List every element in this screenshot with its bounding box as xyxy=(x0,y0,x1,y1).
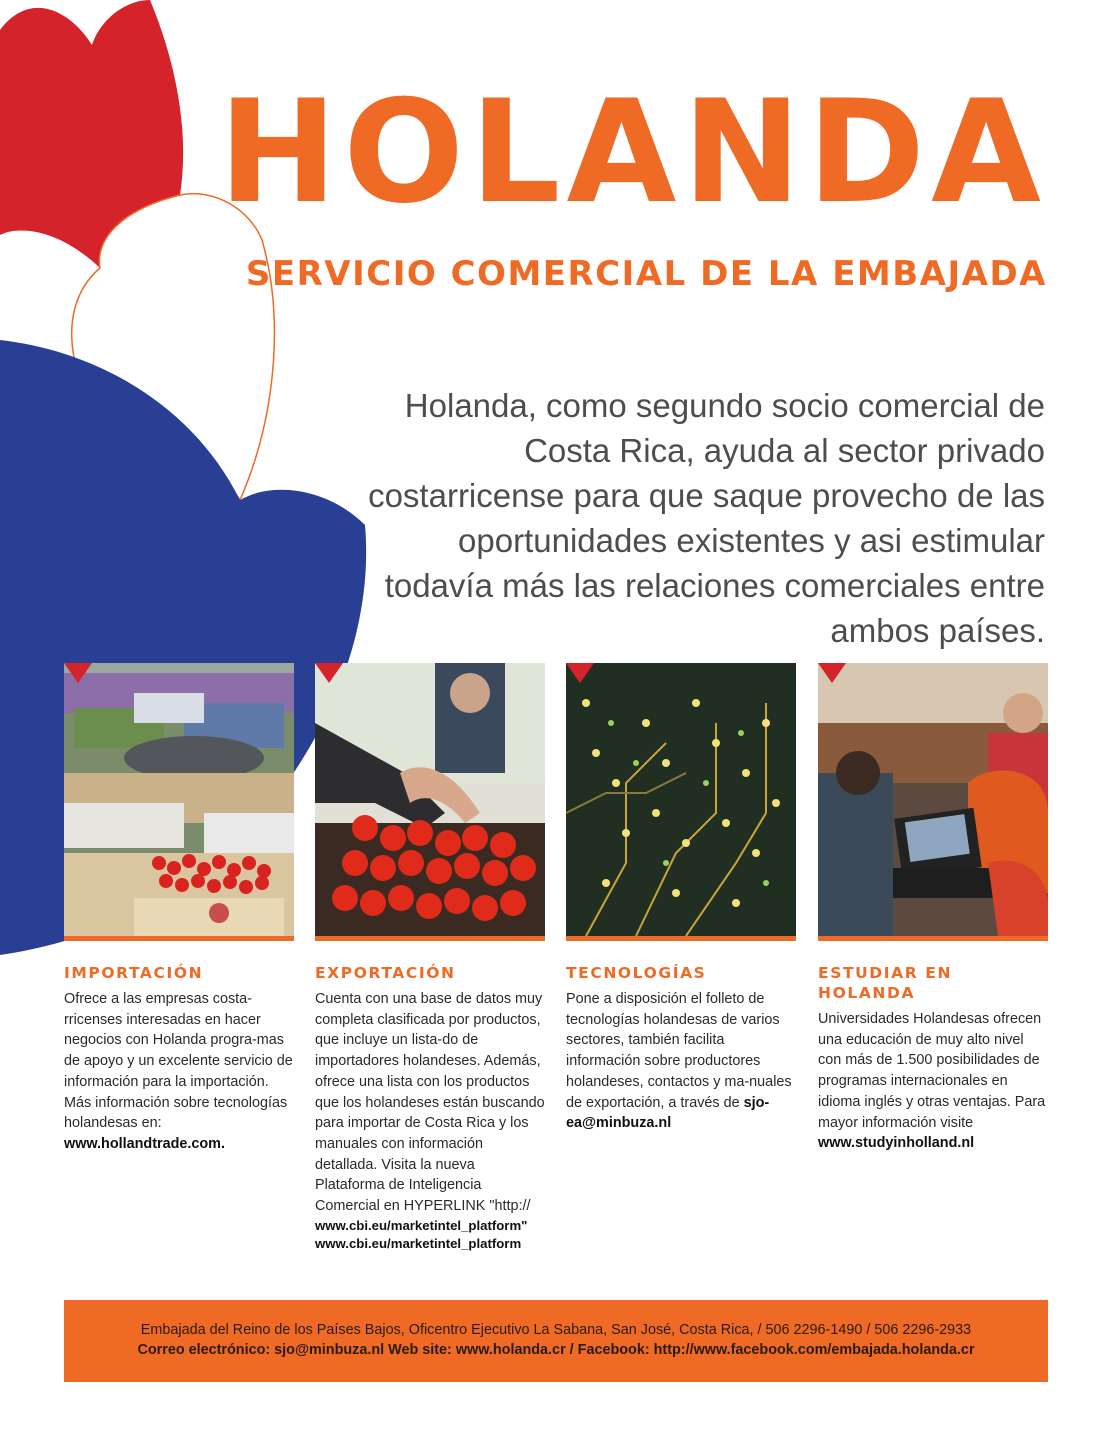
column-heading: IMPORTACIÓN xyxy=(64,964,204,982)
cbi-link-2[interactable]: www.cbi.eu/marketintel_platform xyxy=(315,1235,522,1251)
triangle-marker-icon xyxy=(64,663,92,683)
page-subtitle: SERVICIO COMERCIAL DE LA EMBAJADA xyxy=(245,254,1047,294)
triangle-marker-icon xyxy=(566,663,594,683)
page-title: HOLANDA xyxy=(218,70,1047,235)
tomatoes-photo xyxy=(315,663,545,941)
column-heading: ESTUDIAR EN HOLANDA xyxy=(818,964,953,1002)
cbi-link[interactable]: www.cbi.eu/marketintel_platform" xyxy=(315,1217,528,1233)
hollandtrade-link[interactable]: www.hollandtrade.com. xyxy=(64,1135,225,1152)
column-body: Ofrece a las empresas costa-rricenses interesadas en hacer negocios con Holanda progra-mas de apoyo y un excelente servicio de información para la importación. Más información sobre tecnologías holandesas en: www.hollandtrade.com. xyxy=(64,991,293,1152)
students-laptop-photo xyxy=(818,663,1048,941)
circuit-board-photo xyxy=(566,663,796,941)
triangle-marker-icon xyxy=(818,663,846,683)
column-body: Universidades Holandesas ofrecen una educación de muy alto nivel con más de 1.500 posibilidades de programas internacionales en idioma inglés y otras ventajas. Para mayor información visite xyxy=(818,1011,1046,1131)
triangle-marker-icon xyxy=(315,663,343,683)
intro-paragraph: Holanda, como segundo socio comercial de Costa Rica, ayuda al sector privado costarricense para que saque provecho de las oportunidades existentes y asi estimular todavía más las relaciones comerciales entre ambos países. xyxy=(368,387,1045,649)
column-body: Cuenta con una base de datos muy completa clasificada por productos, que incluye un lista-do de importadores holandeses. Además, ofrece una lista con los productos que los holandeses están buscando para importar de Costa Rica y los manuales con información detallada. Visita la nueva Plataforma de Inteligencia Comercial en HYPERLINK "http:// xyxy=(315,991,545,1215)
email-link[interactable]: sjo-ea@minbuza.nl xyxy=(566,1094,770,1132)
column-heading: TECNOLOGÍAS xyxy=(566,964,707,982)
footer-address: Embajada del Reino de los Países Bajos, Oficentro Ejecutivo La Sabana, San José, Costa Rica, / 506 2296-1490 / 506 2296-2933 xyxy=(140,1322,972,1338)
column-body: Pone a disposición el folleto de tecnologías holandesas de varios sectores, también facilita información sobre productores holandeses, contactos y ma-nuales de exportación, a través de sjo-ea@minbuza.nl xyxy=(566,991,792,1132)
footer-contacts: Correo electrónico: sjo@minbuza.nl Web site: www.holanda.cr / Facebook: http://www.facebook.com/embajada.holanda.cr xyxy=(137,1342,975,1358)
studyinholland-link[interactable]: www.studyinholland.nl xyxy=(818,1135,975,1152)
column-exportacion xyxy=(315,963,547,1253)
footer-bar xyxy=(64,1300,1048,1382)
column-heading: EXPORTACIÓN xyxy=(315,964,456,982)
column-tecnologias xyxy=(566,963,798,1134)
flower-market-photo xyxy=(64,663,294,941)
column-estudiar xyxy=(818,963,1050,1154)
column-importacion xyxy=(64,963,296,1155)
